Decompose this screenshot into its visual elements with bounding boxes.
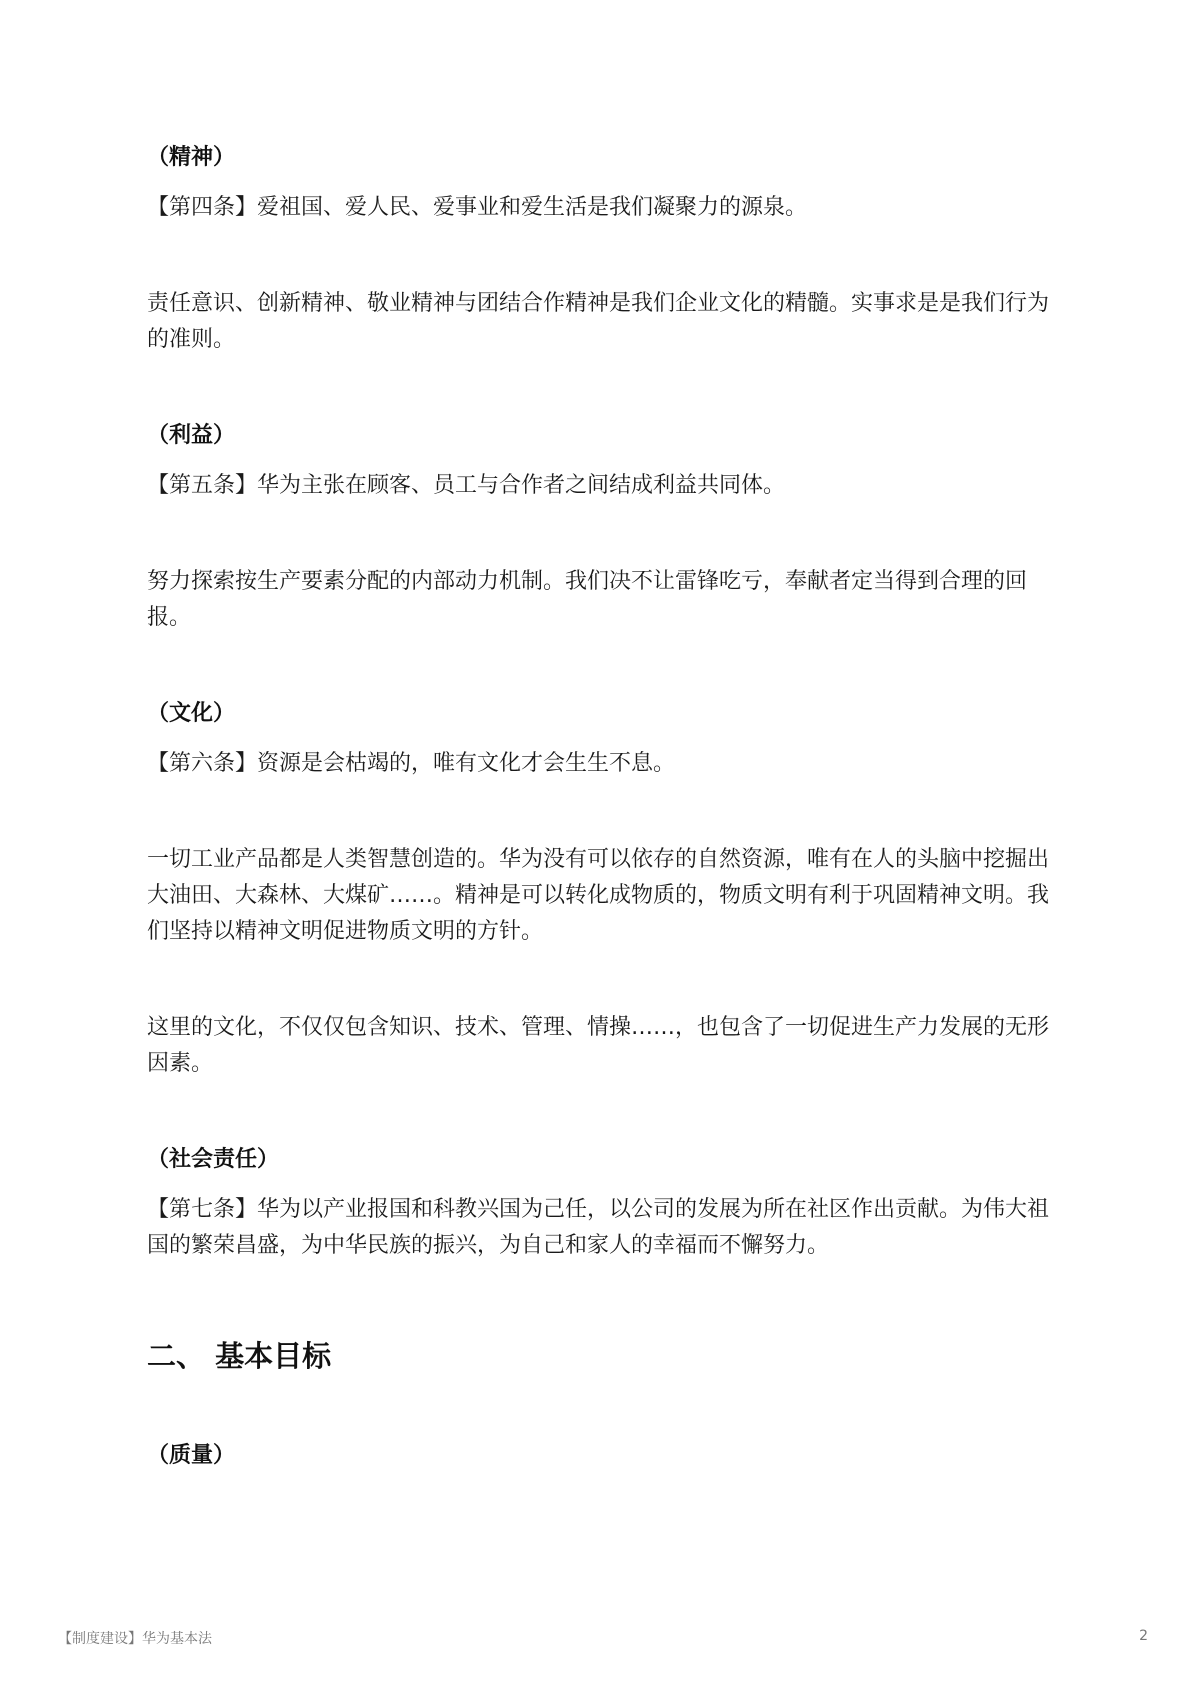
section-heading-spirit: （精神） (147, 145, 236, 170)
article-4: 【第四条】爱祖国、爱人民、爱事业和爱生活是我们凝聚力的源泉。 (147, 195, 808, 220)
article-6: 【第六条】资源是会枯竭的，唯有文化才会生生不息。 (147, 751, 676, 776)
article-5: 【第五条】华为主张在顾客、员工与合作者之间结成利益共同体。 (147, 473, 786, 498)
paragraph-interest-mechanism: 努力探索按生产要素分配的内部动力机制。我们决不让雷锋吃亏，奉献者定当得到合理的回报。 (147, 569, 1028, 630)
section-heading-quality: （质量） (147, 1443, 236, 1468)
article-7: 【第七条】华为以产业报国和科教兴国为己任，以公司的发展为所在社区作出贡献。为伟大祖国的繁荣昌盛，为中华民族的振兴，为自己和家人的幸福而不懈努力。 (147, 1197, 1050, 1258)
footer-doc-title: 【制度建设】华为基本法 (58, 1631, 212, 1647)
section-heading-social: （社会责任） (147, 1147, 280, 1172)
paragraph-culture-definition: 这里的文化，不仅仅包含知识、技术、管理、情操……，也包含了一切促进生产力发展的无形因素。 (147, 1015, 1050, 1076)
paragraph-culture-wisdom: 一切工业产品都是人类智慧创造的。华为没有可以依存的自然资源，唯有在人的头脑中挖掘出大油田、大森林、大煤矿……。精神是可以转化成物质的，物质文明有利于巩固精神文明。我们坚持以精神文明促进物质文明的方针。 (147, 847, 1050, 944)
chapter-title: 二、 基本目标 (147, 1339, 332, 1373)
section-heading-interest: （利益） (147, 423, 236, 448)
section-heading-culture: （文化） (147, 701, 236, 726)
page-number: 2 (1139, 1628, 1148, 1644)
document-body (147, 140, 1057, 1474)
paragraph-spirit-core: 责任意识、创新精神、敬业精神与团结合作精神是我们企业文化的精髓。实事求是是我们行为的准则。 (147, 291, 1050, 352)
